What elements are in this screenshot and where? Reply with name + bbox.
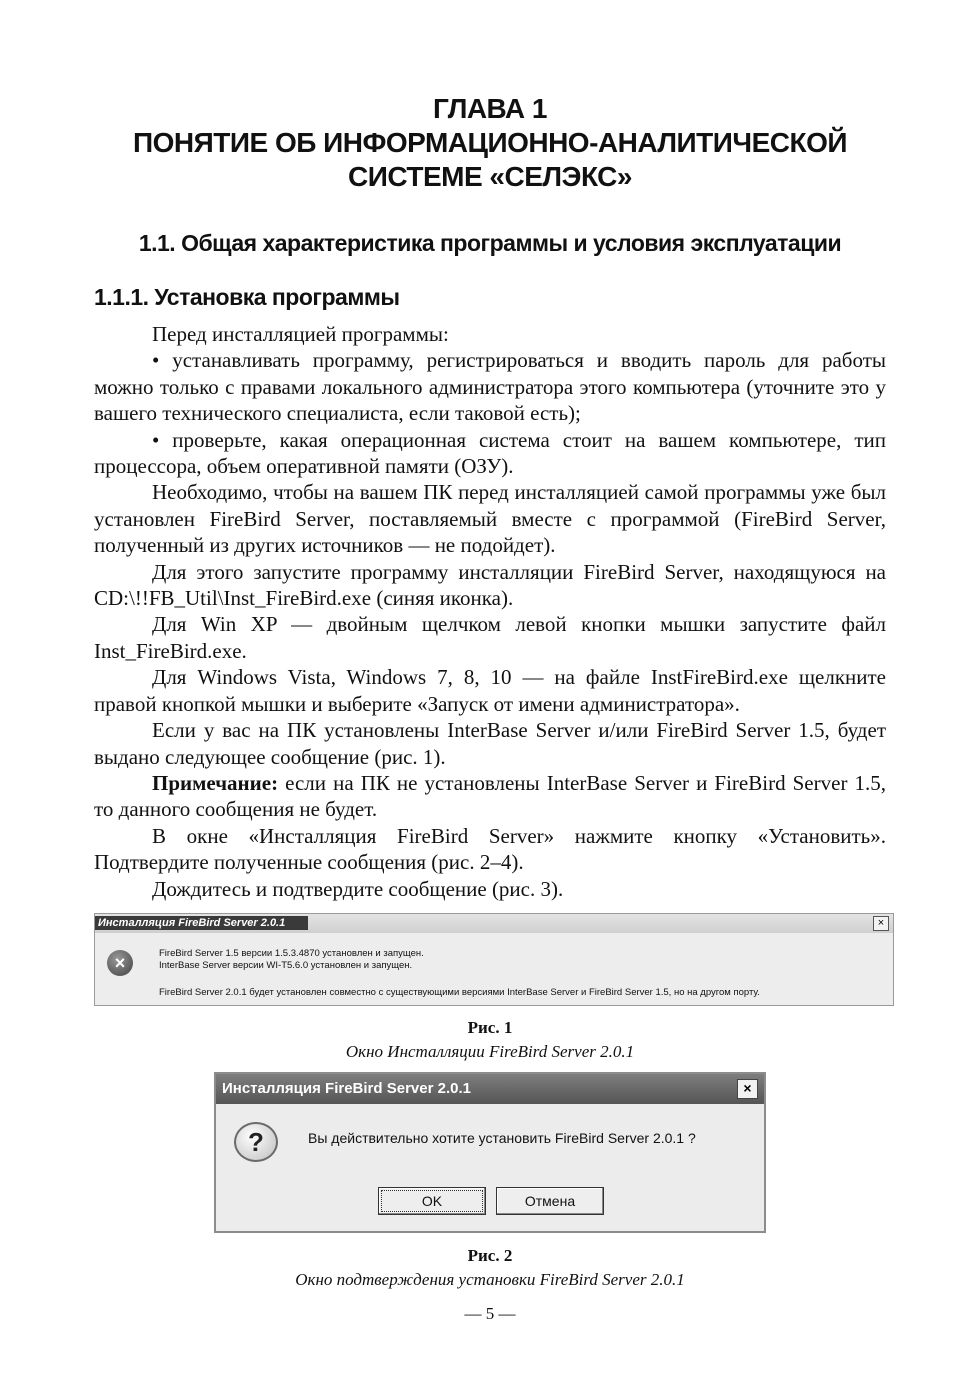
section-title: 1.1. Общая характеристика программы и условия эксплуатации [138, 230, 842, 256]
figure1-window-title: Инсталляция FireBird Server 2.0.1 [95, 916, 308, 930]
close-icon[interactable]: × [873, 916, 889, 931]
paragraph: Для Win XP — двойным щелчком левой кнопки мышки запустите файл Inst_FireBird.exe. [94, 612, 886, 663]
figure1-message-line2: InterBase Server версии WI-T5.6.0 установлен и запущен. [159, 960, 413, 971]
paragraph: Для Windows Vista, Windows 7, 8, 10 — на файле InstFireBird.exe щелкните правой кнопкой мышки и выберите «Запуск от имени администратора». [94, 665, 886, 716]
ok-button[interactable]: OK [378, 1187, 486, 1215]
chapter-number: ГЛАВА 1 [433, 93, 547, 124]
cancel-button[interactable]: Отмена [496, 1187, 604, 1215]
chapter-title-line1: ПОНЯТИЕ ОБ ИНФОРМАЦИОННО-АНАЛИТИЧЕСКОЙ [133, 127, 847, 158]
chapter-title-line2: СИСТЕМЕ «СЕЛЭКС» [348, 161, 632, 192]
paragraph: Дождитесь и подтвердите сообщение (рис. 3). [152, 876, 564, 901]
chapter-heading [0, 92, 980, 194]
figure1-dialog [94, 913, 894, 1006]
figure2-question-text: Вы действительно хотите установить FireBird Server 2.0.1 ? [308, 1130, 696, 1146]
figure2-titlebar [216, 1074, 764, 1104]
figure2-window-title: Инсталляция FireBird Server 2.0.1 [222, 1080, 471, 1097]
figure2-caption [0, 1244, 980, 1292]
note-text: если на ПК не установлены InterBase Server и FireBird Server 1.5, то данного сообщения не будет. [94, 770, 886, 822]
figure1-caption-number: Рис. 1 [467, 1018, 513, 1037]
figure1-titlebar [95, 914, 893, 933]
question-icon: ? [234, 1122, 278, 1162]
figure1-message-line3: FireBird Server 2.0.1 будет установлен совместно с существующими версиями InterBase Server и FireBird Server 1.5, но на другом порту. [159, 987, 760, 998]
body-text [94, 321, 886, 902]
error-icon: × [107, 950, 133, 976]
note-paragraph [94, 770, 886, 823]
bullet-item: • проверьте, какая операционная система стоит на вашем компьютере, тип процессора, объем оперативной памяти (ОЗУ). [94, 427, 886, 479]
figure1-message-line1: FireBird Server 1.5 версии 1.5.3.4870 установлен и запущен. [159, 948, 424, 959]
figure2-caption-number: Рис. 2 [467, 1246, 513, 1265]
figure2-dialog [214, 1072, 766, 1233]
paragraph: Необходимо, чтобы на вашем ПК перед инсталляцией самой программы уже был установлен FireBird Server, поставляемый вместе с программой (FireBird Server, полученный из других источников — не подойдет). [94, 480, 886, 558]
page-number: — 5 — [464, 1304, 516, 1323]
paragraph: Для этого запустите программу инсталляции FireBird Server, находящуюся на CD:\!!FB_Util\Inst_FireBird.exe (синяя иконка). [94, 559, 886, 611]
bullet-item: • устанавливать программу, регистрироваться и вводить пароль для работы можно только с правами локального администратора этого компьютера (уточните это у вашего технического специалиста, если таковой есть); [94, 348, 886, 426]
figure1-caption-text: Окно Инсталляции FireBird Server 2.0.1 [345, 1042, 635, 1061]
paragraph: Перед инсталляцией программы: [152, 322, 449, 346]
figure2-caption-text: Окно подтверждения установки FireBird Server 2.0.1 [295, 1270, 685, 1289]
subsection-title: 1.1.1. Установка программы [94, 284, 400, 310]
paragraph: В окне «Инсталляция FireBird Server» нажмите кнопку «Установить». Подтвердите полученные сообщения (рис. 2–4). [94, 823, 886, 875]
note-label: Примечание: [152, 770, 279, 795]
close-icon[interactable]: × [737, 1079, 758, 1099]
paragraph: Если у вас на ПК установлены InterBase Server и/или FireBird Server 1.5, будет выдано следующее сообщение (рис. 1). [94, 718, 886, 769]
figure1-caption [0, 1016, 980, 1064]
